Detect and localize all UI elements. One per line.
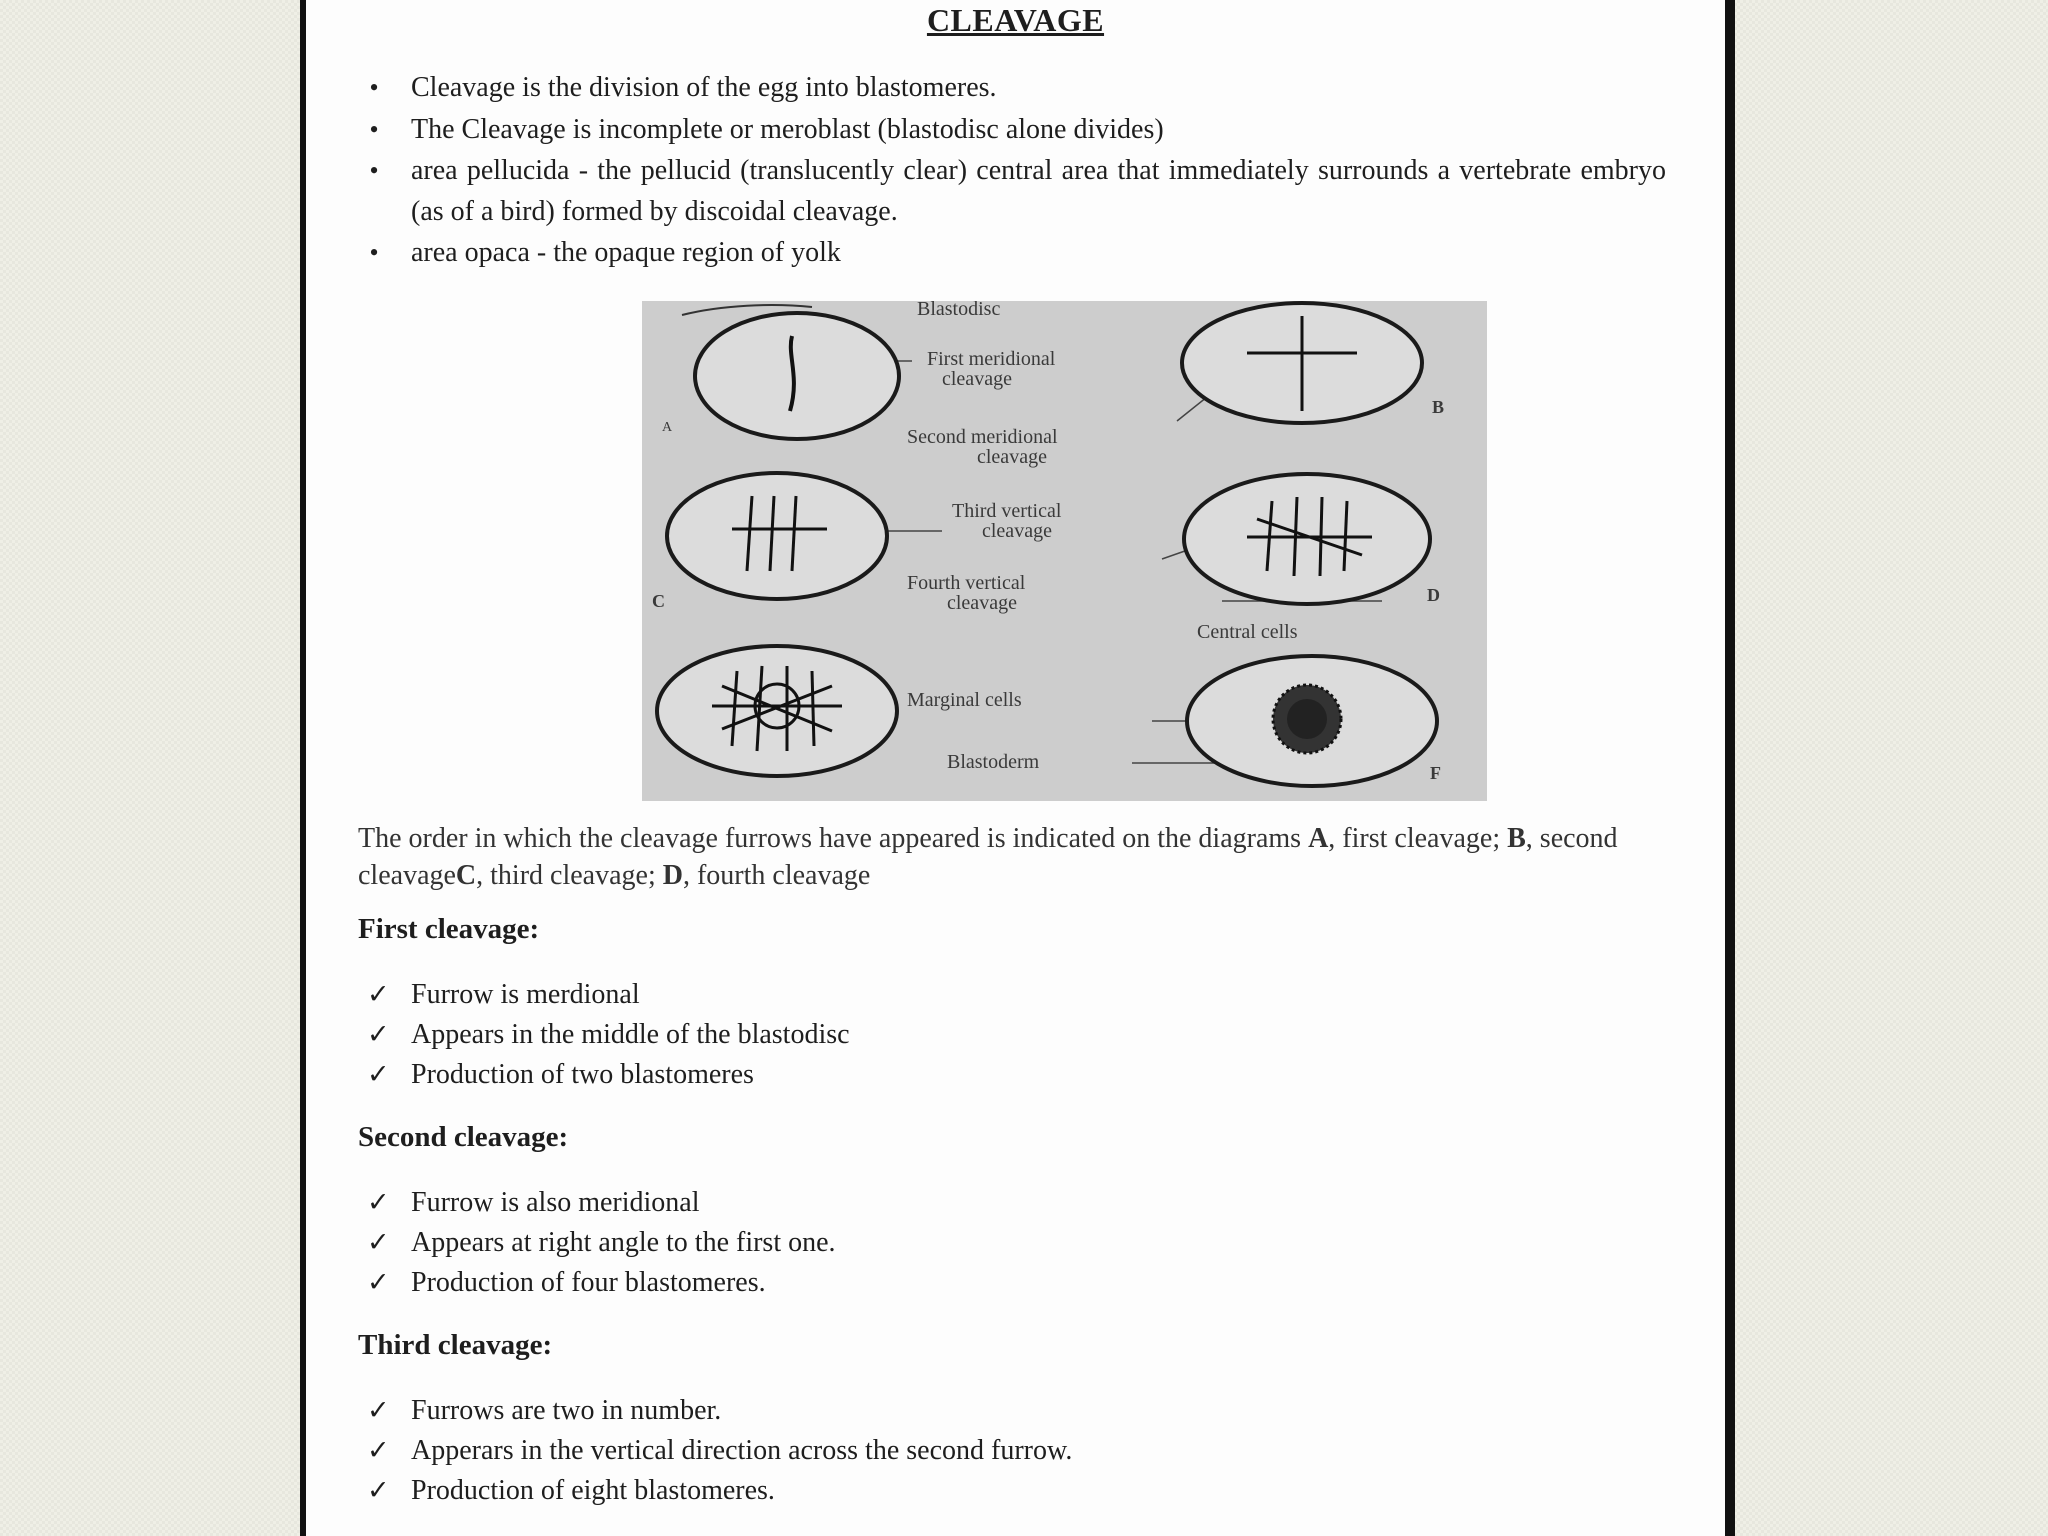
check-item-text: Appears in the middle of the blastodisc [411, 1019, 850, 1050]
bullet-marker: • [369, 115, 379, 144]
check-item [367, 1431, 1073, 1471]
check-item [367, 1391, 722, 1431]
label-second-meridional-2: cleavage [977, 446, 1047, 468]
label-blastodisc: Blastodisc [917, 301, 1001, 320]
checkmark-icon: ✓ [367, 1475, 390, 1506]
diagram-c [667, 473, 887, 599]
caption-text: , second cleavage [358, 823, 1618, 891]
label-fourth-vertical-2: cleavage [947, 592, 1017, 614]
checkmark-icon: ✓ [367, 1187, 390, 1218]
label-letter-f: F [1430, 763, 1441, 783]
bullet-item [369, 232, 1666, 273]
check-item [367, 1223, 836, 1263]
checkmark-icon: ✓ [367, 1395, 390, 1426]
section-heading-second-cleavage: Second cleavage: [358, 1121, 569, 1153]
check-item-text: Production of four blastomeres. [411, 1267, 766, 1298]
check-item-text: Production of two blastomeres [411, 1059, 754, 1090]
checkmark-icon: ✓ [367, 1227, 390, 1258]
bullet-item [369, 150, 1666, 232]
label-letter-c: C [652, 591, 665, 611]
label-marginal-cells: Marginal cells [907, 689, 1022, 711]
label-second-meridional: Second meridional [907, 426, 1058, 448]
checkmark-icon: ✓ [367, 1435, 390, 1466]
caption-letter-a: A [1308, 823, 1329, 854]
caption-letter-b: B [1507, 823, 1526, 854]
bullet-marker: • [369, 73, 379, 102]
label-first-meridional-2: cleavage [942, 368, 1012, 390]
check-item-text: Furrow is also meridional [411, 1187, 700, 1218]
caption-text: The order in which the cleavage furrows have appeared is indicated on the diagrams [358, 823, 1309, 854]
bullet-text: Cleavage is the division of the egg into blastomeres. [411, 72, 997, 103]
check-item-text: Apperars in the vertical direction across the second furrow. [411, 1435, 1073, 1466]
diagram-f [1187, 656, 1437, 786]
label-third-vertical-2: cleavage [982, 520, 1052, 542]
document-page [300, 0, 1735, 1536]
check-item [367, 975, 640, 1015]
check-item [367, 1263, 766, 1303]
check-item-text: Production of eight blastomeres. [411, 1475, 775, 1506]
page-title: CLEAVAGE [926, 2, 1105, 38]
cleavage-diagram-figure [642, 301, 1487, 801]
diagram-d [1184, 474, 1430, 604]
caption-text: , third cleavage; [476, 860, 663, 891]
label-letter-b: B [1432, 397, 1445, 417]
check-item-text: Furrows are two in number. [411, 1395, 722, 1426]
bullet-text: area opaca - the opaque region of yolk [411, 237, 841, 268]
check-item [367, 1015, 850, 1055]
check-item-text: Appears at right angle to the first one. [411, 1227, 836, 1258]
label-fourth-vertical: Fourth vertical [907, 572, 1026, 594]
label-letter-a: A [662, 420, 673, 435]
section-heading-first-cleavage: First cleavage: [358, 913, 540, 945]
label-central-cells: Central cells [1197, 621, 1298, 643]
caption-text: , first cleavage; [1328, 823, 1508, 854]
check-item [367, 1183, 700, 1223]
label-first-meridional: First meridional [927, 348, 1056, 370]
bullet-item [369, 67, 1666, 108]
check-item [367, 1055, 754, 1095]
checkmark-icon: ✓ [367, 1059, 390, 1090]
caption-letter-c: C [455, 860, 477, 891]
bullet-item [369, 109, 1666, 150]
caption-letter-d: D [662, 860, 683, 891]
check-item-text: Furrow is merdional [411, 979, 640, 1010]
checkmark-icon: ✓ [367, 1019, 390, 1050]
bullet-text: The Cleavage is incomplete or meroblast (blastodisc alone divides) [411, 114, 1164, 145]
diagram-e [657, 646, 897, 776]
caption-text: , fourth cleavage [682, 860, 871, 891]
bullet-text: area pellucida - the pellucid (translucently clear) central area that immediately surrounds a vertebrate embryo (as of a bird) formed by discoidal cleavage. [411, 155, 1666, 227]
figure-caption [358, 820, 1648, 894]
diagram-b [1182, 303, 1422, 423]
check-item [367, 1471, 775, 1511]
bullet-marker: • [369, 238, 379, 267]
label-third-vertical: Third vertical [952, 500, 1062, 522]
cleavage-diagram [642, 301, 1487, 801]
checkmark-icon: ✓ [367, 1267, 390, 1298]
section-heading-third-cleavage: Third cleavage: [358, 1329, 553, 1361]
checkmark-icon: ✓ [367, 979, 390, 1010]
bullet-marker: • [369, 156, 379, 185]
label-letter-d: D [1427, 585, 1440, 605]
label-blastoderm: Blastoderm [947, 751, 1040, 773]
